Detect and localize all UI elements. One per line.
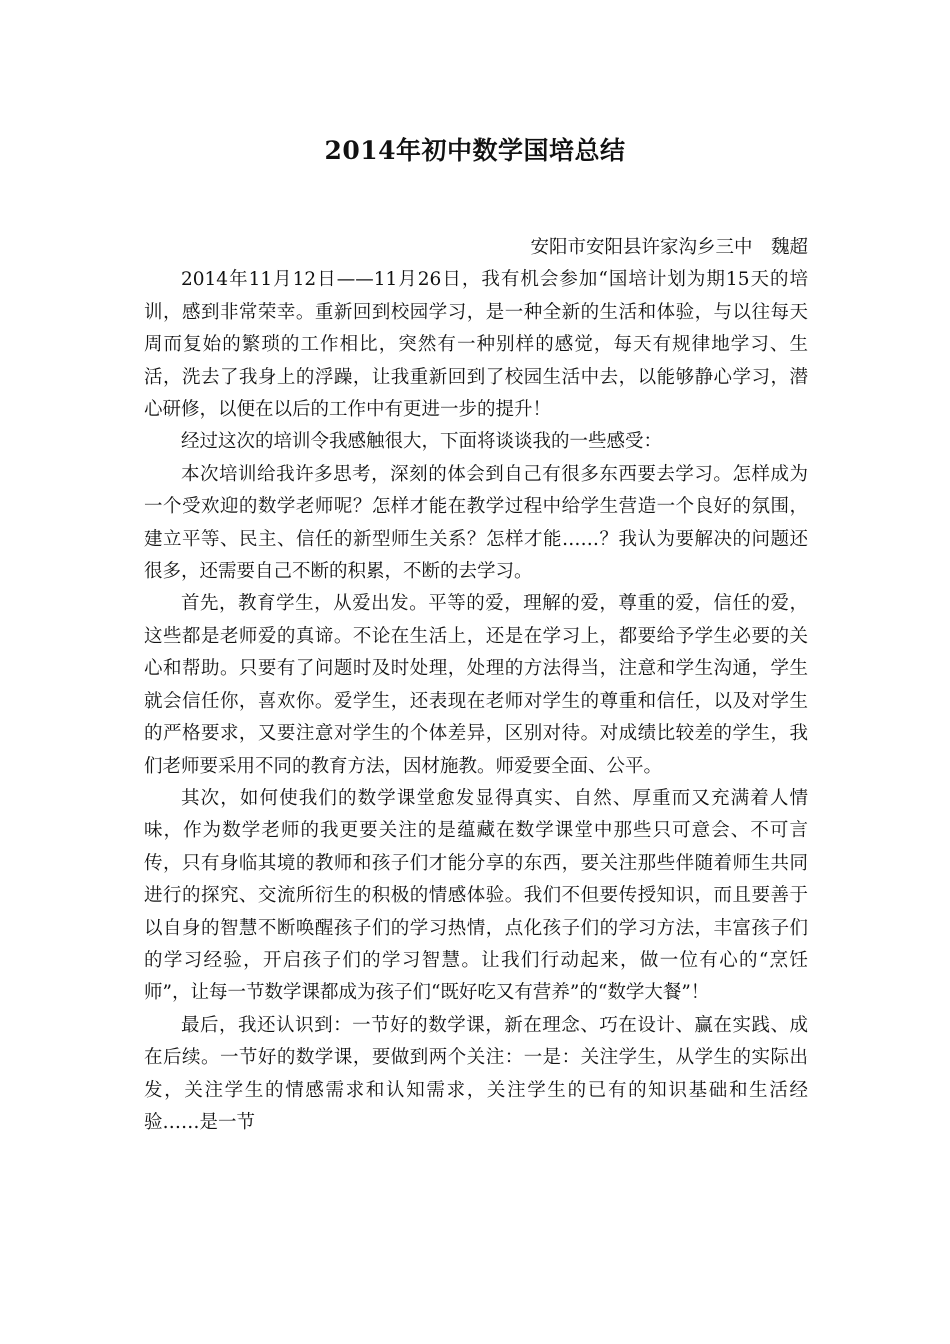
paragraph-transition: 经过这次的培训令我感触很大，下面将谈谈我的一些感受： [181, 431, 663, 453]
document-title: 2014年初中数学国培总结 [324, 136, 626, 165]
paragraph-intro: 2014年11月12日——11月26日，我有机会参加“国培计划为期15天的培训，感到非常荣幸。重新回到校园学习，是一种全新的生活和体验，与以往每天周而复始的繁琐的工作相比，突然有一种别样的感觉，每天有规律地学习、生活，洗去了我身上的浮躁，让我重新回到了校园生活中去，以能够静心学习，潜心研修，以便在以后的工作中有更进一步的提升！ [144, 269, 808, 421]
author-line: 安阳市安阳县许家沟乡三中 魏超 [530, 237, 808, 258]
document-body [144, 232, 808, 1139]
paragraph-second-point: 其次，如何使我们的数学课堂愈发显得真实、自然、厚重而又充满着人情味，作为数学老师的我更要关注的是蕴藏在数学课堂中那些只可意会、不可言传，只有身临其境的教师和孩子们才能分享的东西，要关注那些伴随着师生共同进行的探究、交流所衍生的积极的情感体验。我们不但要传授知识，而且要善于以自身的智慧不断唤醒孩子们的学习热情，点化孩子们的学习方法，丰富孩子们的学习经验，开启孩子们的学习智慧。让我们行动起来，做一位有心的“烹饪师”，让每一节数学课都成为孩子们“既好吃又有营养”的“数学大餐”！ [144, 787, 808, 1004]
paragraph-first-point: 首先，教育学生，从爱出发。平等的爱，理解的爱，尊重的爱，信任的爱，这些都是老师爱的真谛。不论在生活上，还是在学习上，都要给予学生必要的关心和帮助。只要有了问题时及时处理，处理的方法得当，注意和学生沟通，学生就会信任你，喜欢你。爱学生，还表现在老师对学生的尊重和信任，以及对学生的严格要求，又要注意对学生的个体差异，区别对待。对成绩比较差的学生，我们老师要采用不同的教育方法，因材施教。师爱要全面、公平。 [144, 593, 808, 777]
paragraph-reflection: 本次培训给我许多思考，深刻的体会到自己有很多东西要去学习。怎样成为一个受欢迎的数学老师呢？怎样才能在教学过程中给学生营造一个良好的氛围，建立平等、民主、信任的新型师生关系？怎样才能……？我认为要解决的问题还很多，还需要自己不断的积累，不断的去学习。 [144, 463, 808, 583]
paragraph-last-point: 最后，我还认识到：一节好的数学课，新在理念、巧在设计、赢在实践、成在后续。一节好的数学课，要做到两个关注：一是：关注学生，从学生的实际出发，关注学生的情感需求和认知需求，关注学生的已有的知识基础和生活经验……是一节 [144, 1014, 808, 1133]
